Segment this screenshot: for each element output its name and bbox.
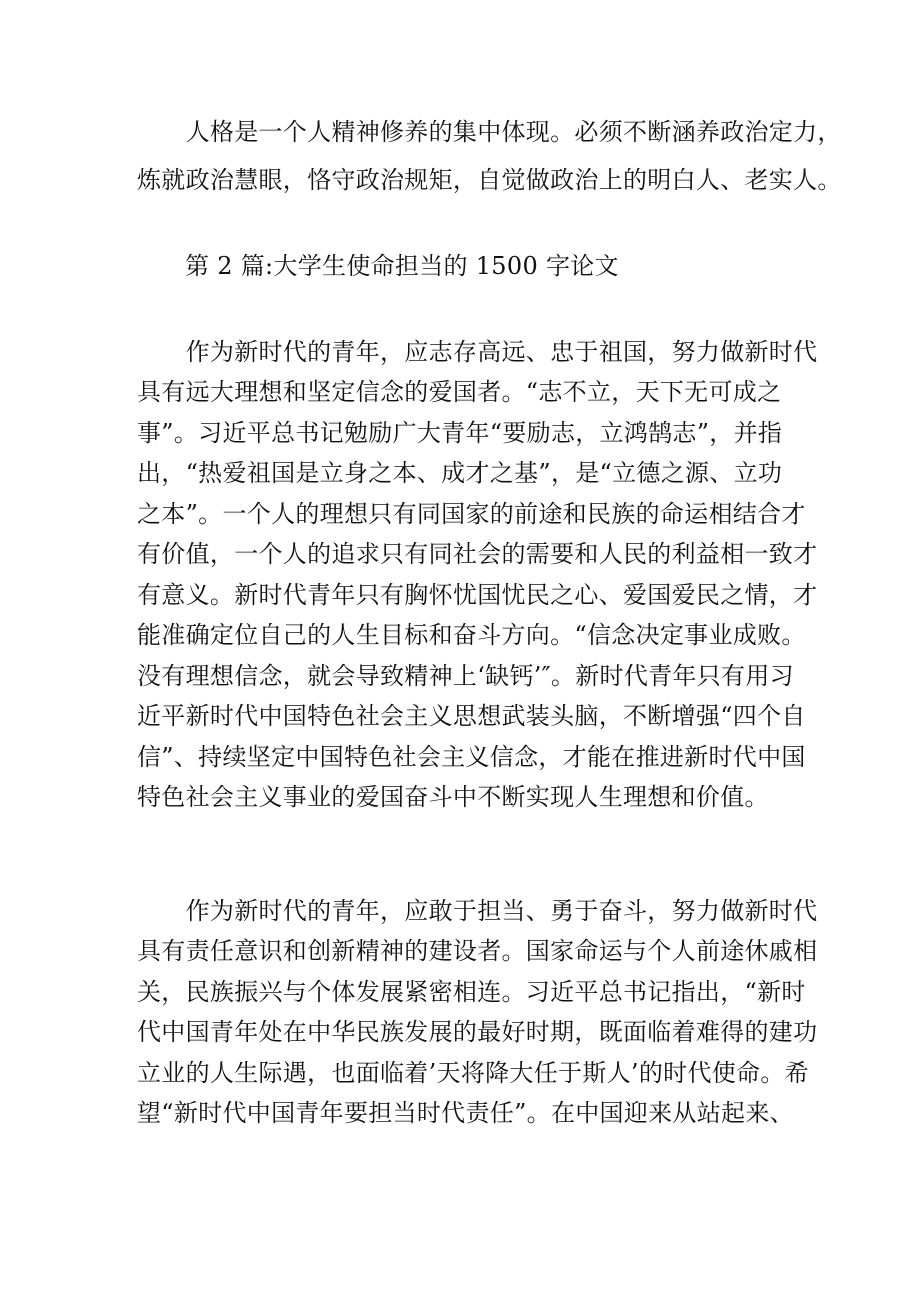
paragraph-1-line: 具有远大理想和坚定信念的爱国者。“志不立，天下无可成之 [137, 378, 782, 406]
paragraph-1-line: 有价值，一个人的追求只有同社会的需要和人民的利益相一致才 [137, 540, 818, 568]
paragraph-2-line: 关，民族振兴与个体发展紧密相连。习近平总书记指出，“新时 [137, 978, 806, 1006]
paragraph-1-line: 事”。习近平总书记勉励广大青年“要励志，立鸿鹄志”，并指 [137, 419, 783, 447]
intro-paragraph-line: 炼就政治慧眼，恪守政治规矩，自觉做政治上的明白人、老实人。 [137, 166, 842, 194]
paragraph-2-line: 立业的人生际遇，也面临着’天将降大任于斯人’的时代使命。希 [137, 1059, 809, 1087]
paragraph-1-line: 近平新时代中国特色社会主义思想武装头脑，不断增强“四个自 [137, 702, 806, 730]
paragraph-1-line: 特色社会主义事业的爱国奋斗中不断实现人生理想和价值。 [137, 783, 769, 811]
paragraph-1-line: 没有理想信念，就会导致精神上‘缺钙’″。新时代青年只有用习 [137, 662, 794, 690]
paragraph-1-line: 信”、持续坚定中国特色社会主义信念，才能在推进新时代中国 [137, 743, 806, 771]
paragraph-1-line: 能准确定位自己的人生目标和奋斗方向。“信念决定事业成败。 [137, 621, 806, 649]
paragraph-1-line: 之本”。一个人的理想只有同国家的前途和民族的命运相结合才 [137, 500, 806, 528]
paragraph-2-line: 作为新时代的青年，应敢于担当、勇于奋斗，努力做新时代 [137, 897, 818, 925]
paragraph-2-line: 代中国青年处在中华民族发展的最好时期，既面临着难得的建功 [137, 1018, 818, 1046]
paragraph-1-line: 作为新时代的青年，应志存高远、忠于祖国，努力做新时代 [137, 338, 818, 366]
paragraph-2-line: 具有责任意识和创新精神的建设者。国家命运与个人前途休戚相 [137, 937, 818, 965]
paragraph-1-line: 出，“热爱祖国是立身之本、成才之基”，是“立德之源、立功 [137, 459, 783, 487]
paragraph-2-line: 望“新时代中国青年要担当时代责任”。在中国迎来从站起来、 [137, 1099, 794, 1127]
paragraph-1-line: 有意义。新时代青年只有胸怀忧国忧民之心、爱国爱民之情，才 [137, 581, 818, 609]
section-heading: 第 2 篇:大学生使命担当的 1500 字论文 [185, 252, 619, 280]
intro-paragraph-line: 人格是一个人精神修养的集中体现。必须不断涵养政治定力， [137, 118, 842, 146]
